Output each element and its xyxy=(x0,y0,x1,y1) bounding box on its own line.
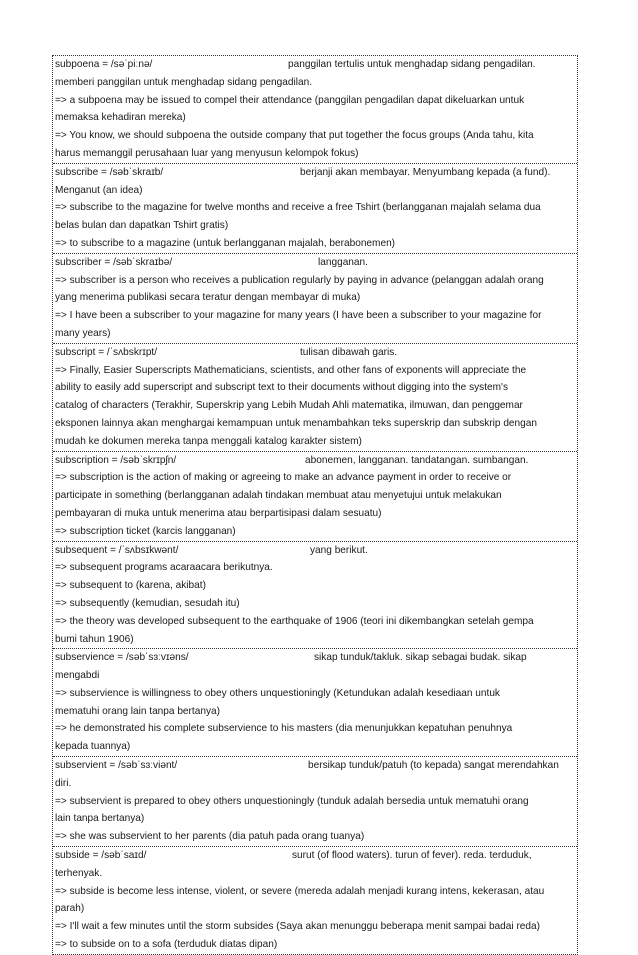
entry-line: terhenyak. xyxy=(55,867,103,879)
entry-line: pembayaran di muka untuk menerima atau berpartisipasi dalam sesuatu) xyxy=(55,507,382,519)
entry-headline xyxy=(55,757,575,775)
entry-line: Menganut (an idea) xyxy=(55,184,143,196)
entry-subsequent xyxy=(53,542,577,650)
entry-headline xyxy=(55,254,575,272)
entry-line: => to subside on to a sofa (terduduk diatas dipan) xyxy=(55,939,278,951)
entry-subside xyxy=(53,847,577,954)
entry-line: => she was subservient to her parents (dia patuh pada orang tuanya) xyxy=(55,831,365,843)
entry-headline xyxy=(55,649,575,667)
entry-line: => Finally, Easier Superscripts Mathematicians, scientists, and other fans of exponents will appreciate the xyxy=(55,364,527,376)
entry-meaning: panggilan tertulis untuk menghadap sidang pengadilan. xyxy=(288,59,536,70)
entry-term: subsequent = /ˈsʌbsɪkwənt/ xyxy=(55,544,179,556)
entry-line: => subscription is the action of making or agreeing to make an advance payment in order to receive or xyxy=(55,472,512,484)
entry-meaning: berjanji akan membayar. Menyumbang kepada (a fund). xyxy=(300,166,551,178)
entry-line: => to subscribe to a magazine (untuk berlangganan majalah, berabonemen) xyxy=(55,237,396,249)
entry-line: mematuhi orang lain tanpa bertanya) xyxy=(55,705,220,717)
dictionary-table xyxy=(52,55,578,955)
entry-headline xyxy=(55,56,575,74)
entry-line: ability to easily add superscript and subscript text to their documents without digging into the system's xyxy=(55,382,509,394)
entry-subscript xyxy=(53,344,577,452)
entry-line: lain tanpa bertanya) xyxy=(55,813,145,825)
entry-subpoena xyxy=(53,56,577,164)
entry-line: => subsequently (kemudian, sesudah itu) xyxy=(55,597,240,609)
entry-subscriber xyxy=(53,254,577,344)
entry-meaning: sikap tunduk/takluk. sikap sebagai budak. sikap xyxy=(314,652,527,664)
entry-line: yang menerima publikasi secara teratur dengan membayar di muka) xyxy=(55,292,361,304)
entry-term: subservience = /səbˈsɜːvɪəns/ xyxy=(55,652,189,664)
entry-line: => I have been a subscriber to your magazine for many years (I have been a subscriber to your magazine for xyxy=(55,310,542,322)
entry-subservient xyxy=(53,757,577,847)
entry-line: => subsequent to (karena, akibat) xyxy=(55,580,206,592)
entry-line: many years) xyxy=(55,327,111,339)
entry-line: => the theory was developed subsequent to the earthquake of 1906 (teori ini dikembangkan setelah gempa xyxy=(55,615,534,627)
entry-term: subservient = /səbˈsɜːviənt/ xyxy=(55,760,178,772)
entry-headline xyxy=(55,452,575,470)
entry-meaning: tulisan dibawah garis. xyxy=(300,346,398,358)
entry-line: => subservience is willingness to obey others unquestioningly (Ketundukan adalah kesediaan untuk xyxy=(55,687,500,699)
entry-term: subpoena = /səˈpiːnə/ xyxy=(55,59,153,70)
entry-line: diri. xyxy=(55,777,72,789)
entry-meaning: surut (of flood waters). turun of fever). reda. terduduk, xyxy=(292,850,532,862)
entry-term: subscription = /səbˈskrɪpʃn/ xyxy=(55,454,177,466)
entry-line: kepada tuannya) xyxy=(55,741,131,753)
entry-line: => I'll wait a few minutes until the storm subsides (Saya akan menunggu beberapa menit sampai badai reda) xyxy=(55,921,541,933)
entry-subscription xyxy=(53,452,577,542)
entry-meaning: yang berikut. xyxy=(310,544,368,556)
entry-line: belas bulan dan dapatkan Tshirt gratis) xyxy=(55,220,229,232)
entry-line: eksponen lainnya akan menghargai kemampuan untuk menambahkan teks superskrip dan subskrip dengan xyxy=(55,417,537,429)
entry-line: => subscribe to the magazine for twelve months and receive a free Tshirt (berlangganan majalah selama dua xyxy=(55,202,541,214)
entry-line: => You know, we should subpoena the outside company that put together the focus groups (Anda tahu, kita xyxy=(55,130,534,142)
entry-term: subside = /səbˈsaɪd/ xyxy=(55,850,147,862)
entry-headline xyxy=(55,847,575,865)
entry-term: subscriber = /səbˈskraɪbə/ xyxy=(55,256,173,268)
entry-line: harus memanggil perusahaan luar yang menyusun kelompok fokus) xyxy=(55,147,359,159)
entry-line: => a subpoena may be issued to compel their attendance (panggilan pengadilan dapat dikeluarkan untuk xyxy=(55,94,525,106)
entry-term: subscript = /ˈsʌbskrɪpt/ xyxy=(55,346,158,358)
entry-line: catalog of characters (Terakhir, Superskrip yang Lebih Mudah Ahli matematika, ilmuwan, dan penggemar xyxy=(55,400,523,412)
entry-line: => subsequent programs acaraacara berikutnya. xyxy=(55,562,273,574)
entry-line: => subscription ticket (karcis langganan) xyxy=(55,525,236,537)
entry-line: participate in something (berlangganan adalah tindakan membuat atau menyetujui untuk melakukan xyxy=(55,490,502,502)
entry-line: mudah ke dokumen mereka tanpa menggali katalog karakter sistem) xyxy=(55,435,362,447)
entry-subservience xyxy=(53,649,577,757)
entry-line: parah) xyxy=(55,903,85,915)
entry-line: memaksa kehadiran mereka) xyxy=(55,112,186,124)
entry-term: subscribe = /səbˈskraɪb/ xyxy=(55,166,164,178)
entry-line: => subservient is prepared to obey others unquestioningly (tunduk adalah bersedia untuk mematuhi orang xyxy=(55,795,529,807)
entry-subscribe xyxy=(53,164,577,254)
entry-line: => subside is become less intense, violent, or severe (mereda adalah menjadi kurang intens, kekerasan, atau xyxy=(55,885,545,897)
entry-meaning: langganan. xyxy=(318,256,368,268)
entry-line: bumi tahun 1906) xyxy=(55,633,134,645)
entry-headline xyxy=(55,164,575,182)
entry-headline xyxy=(55,542,575,560)
entry-meaning: abonemen, langganan. tandatangan. sumbangan. xyxy=(305,454,529,466)
entry-line: => he demonstrated his complete subservience to his masters (dia menunjukkan kepatuhan penuhnya xyxy=(55,723,513,735)
entry-headline xyxy=(55,344,575,362)
entry-line: mengabdi xyxy=(55,670,100,682)
entry-line: => subscriber is a person who receives a publication regularly by paying in advance (pelanggan adalah orang xyxy=(55,274,544,286)
entry-meaning: bersikap tunduk/patuh (to kepada) sangat merendahkan xyxy=(308,760,559,772)
entry-line: memberi panggilan untuk menghadap sidang pengadilan. xyxy=(55,76,313,88)
